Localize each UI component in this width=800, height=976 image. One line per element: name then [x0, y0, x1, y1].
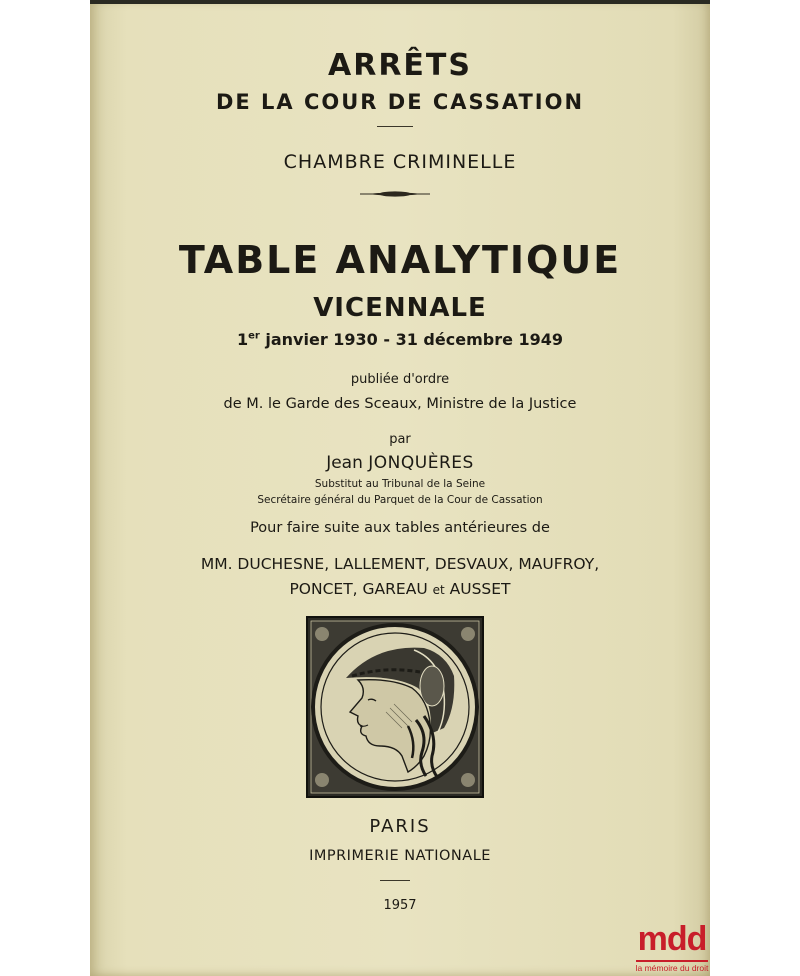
- author-last-name: JONQUÈRES: [368, 453, 474, 473]
- previous-authors-conjunction: et: [432, 583, 445, 597]
- author-role-2: Secrétaire général du Parquet de la Cour de Cassation: [257, 494, 543, 506]
- date-range-text: janvier 1930 - 31 décembre 1949: [259, 330, 564, 349]
- short-rule: [377, 126, 413, 127]
- date-range: [90, 330, 710, 349]
- date-range-ordinal: 1: [236, 330, 249, 349]
- work-title: TABLE ANALYTIQUE: [178, 238, 622, 282]
- published-by-order: publiée d'ordre: [350, 372, 450, 387]
- logo-bar: [636, 960, 708, 962]
- published-authority: de M. le Garde des Sceaux, Ministre de la Justice: [223, 396, 577, 412]
- author-first-name: Jean: [326, 453, 363, 473]
- heading: ARRÊTS: [328, 48, 472, 83]
- previous-authors-names: PONCET, GAREAU: [289, 580, 428, 598]
- previous-authors-line-2: [90, 580, 710, 598]
- ornament-rule-icon: [360, 190, 430, 198]
- short-rule-2: [380, 880, 410, 881]
- continuation-note: Pour faire suite aux tables antérieures de: [250, 520, 550, 536]
- publication-year: 1957: [383, 898, 417, 913]
- logo-letters: mdd: [637, 920, 707, 958]
- title-page: [90, 0, 710, 976]
- mdd-logo: [634, 921, 710, 973]
- date-range-ordinal-suffix: er: [248, 330, 260, 342]
- previous-authors-last: AUSSET: [449, 580, 511, 598]
- by-label: par: [389, 432, 411, 447]
- author-name: [90, 453, 710, 473]
- court-name: DE LA COUR DE CASSATION: [215, 90, 585, 114]
- publication-city: PARIS: [369, 816, 431, 837]
- work-subtitle: VICENNALE: [313, 293, 487, 323]
- publisher-name: IMPRIMERIE NATIONALE: [309, 848, 491, 864]
- chamber-name: CHAMBRE CRIMINELLE: [283, 151, 517, 173]
- author-role-1: Substitut au Tribunal de la Seine: [314, 478, 486, 490]
- logo-tagline: la mémoire du droit: [635, 963, 709, 973]
- previous-authors-line-1: MM. DUCHESNE, LALLEMENT, DESVAUX, MAUFROY,: [200, 555, 600, 573]
- marianne-seal-icon: [306, 616, 484, 798]
